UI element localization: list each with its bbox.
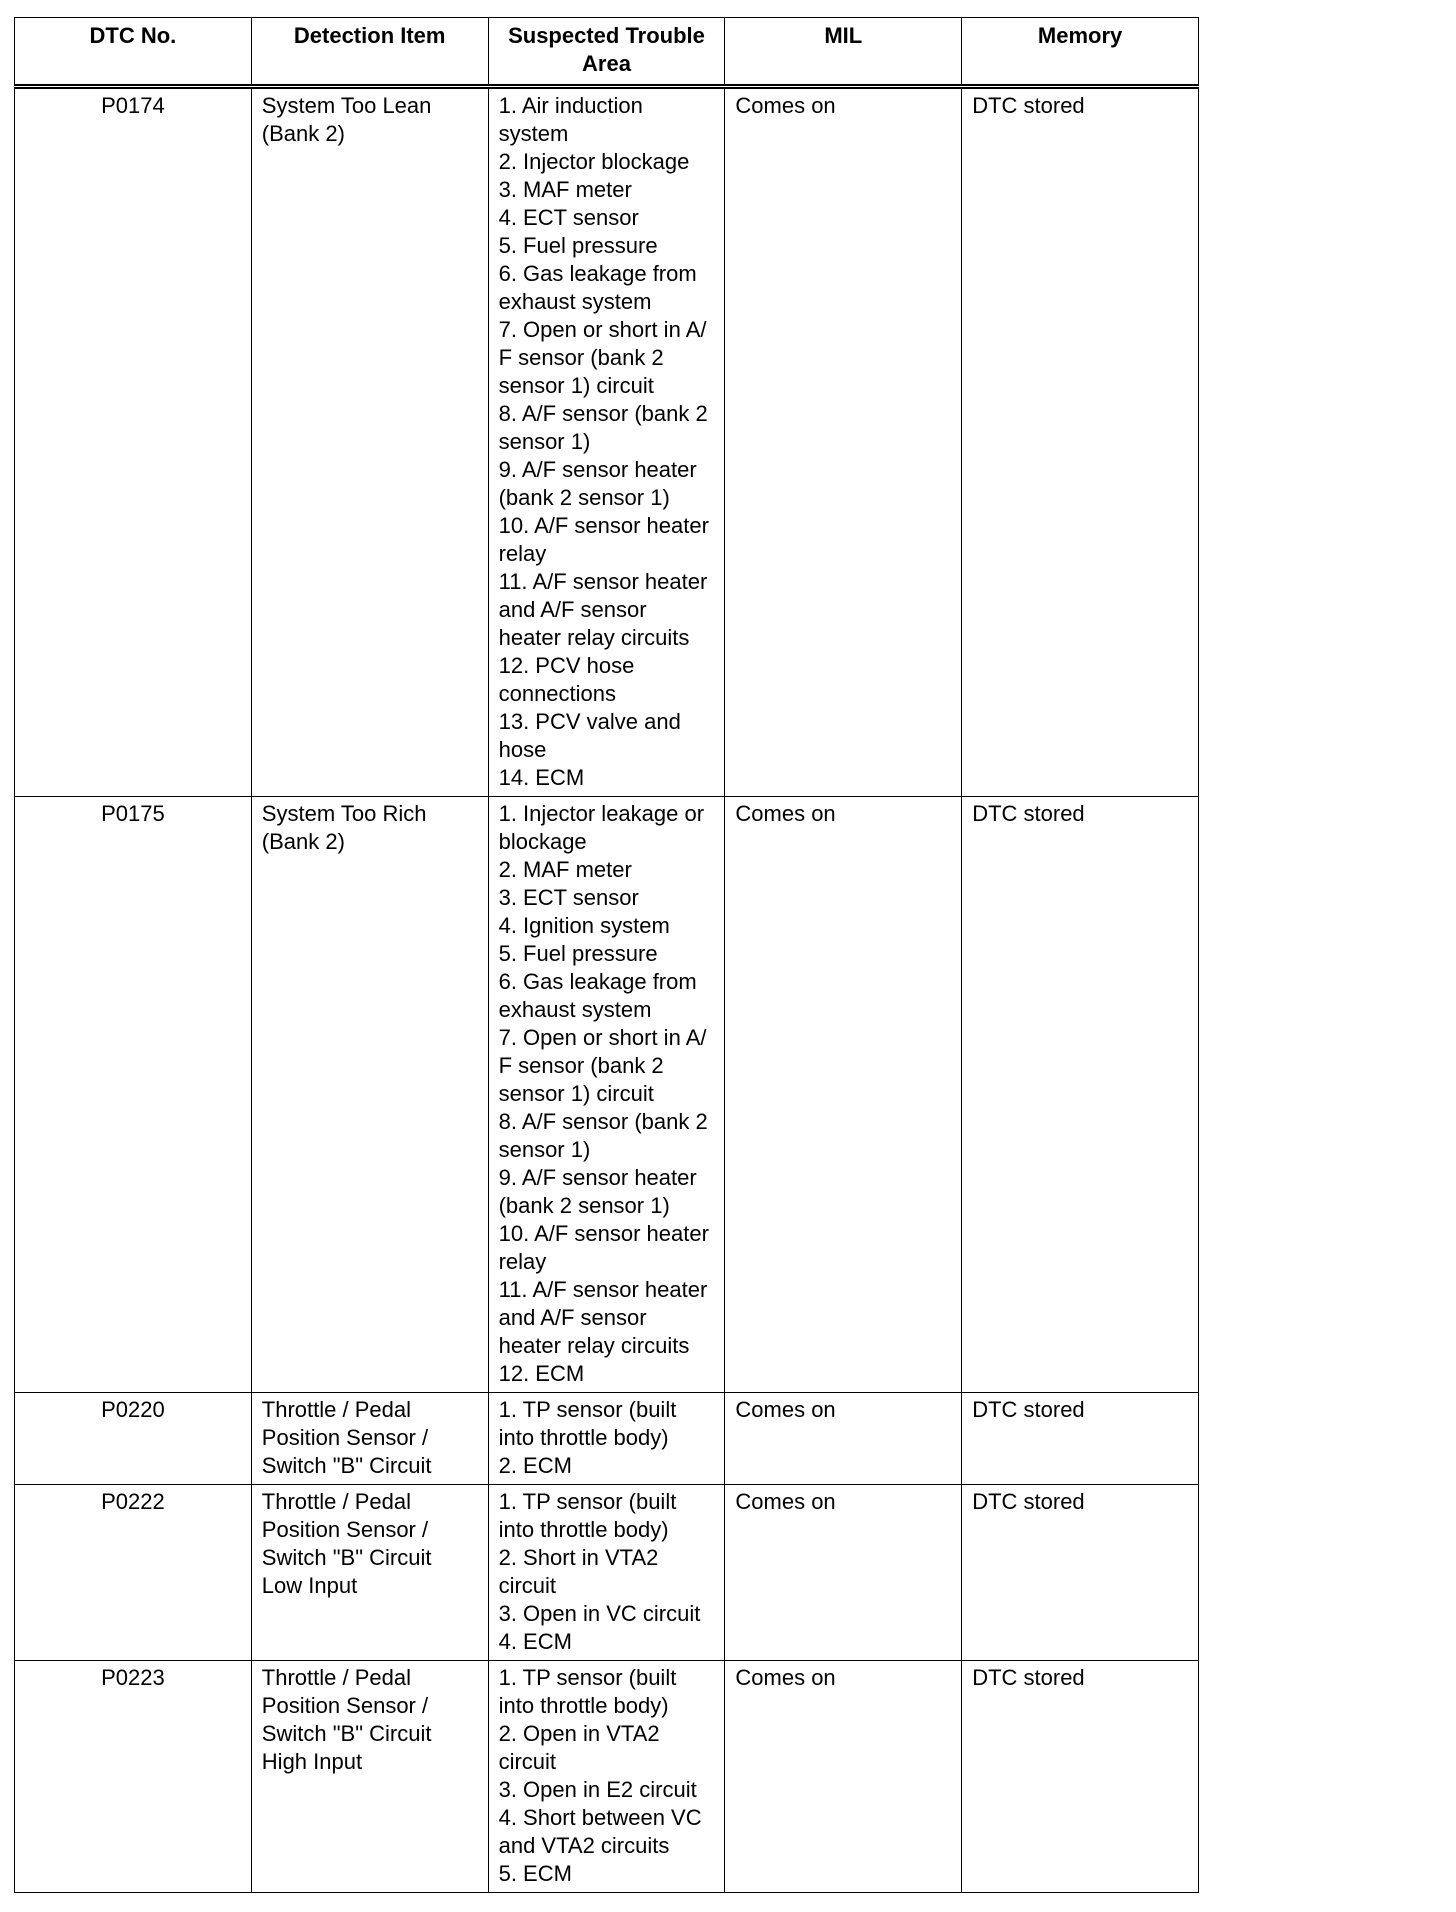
- header-detection-item: Detection Item: [251, 18, 488, 87]
- suspected-area-line: 11. A/F sensor heater: [498, 569, 708, 594]
- detection-item-line: Switch "B" Circuit: [261, 1453, 432, 1478]
- suspected-area-line: 1. Air induction: [498, 93, 643, 118]
- suspected-area-line: F sensor (bank 2: [498, 1053, 664, 1078]
- dtc-code-cell: P0174: [15, 87, 252, 797]
- header-mil: MIL: [725, 18, 962, 87]
- detection-item-line: (Bank 2): [261, 829, 345, 854]
- detection-item-line: Position Sensor /: [261, 1693, 429, 1718]
- suspected-area-line: 3. ECT sensor: [498, 885, 639, 910]
- table-row: [15, 1661, 1199, 1893]
- suspected-area-line: 4. Short between VC: [498, 1805, 702, 1830]
- suspected-area-line: 10. A/F sensor heater: [498, 1221, 709, 1246]
- suspected-area-line: 12. ECM: [498, 1361, 585, 1386]
- suspected-area-line: 2. MAF meter: [498, 857, 632, 882]
- suspected-area-line: 9. A/F sensor heater: [498, 1165, 697, 1190]
- suspected-area-line: 2. Injector blockage: [498, 149, 690, 174]
- suspected-area-line: 1. TP sensor (built: [498, 1665, 677, 1690]
- dtc-table: [14, 17, 1199, 1893]
- detection-item-line: Position Sensor /: [261, 1517, 429, 1542]
- suspected-area-line: 2. ECM: [498, 1453, 572, 1478]
- detection-item-line: Low Input: [261, 1573, 358, 1598]
- suspected-area-line: and A/F sensor: [498, 1305, 647, 1330]
- table-header-row: [15, 18, 1199, 87]
- suspected-area-line: hose: [498, 737, 547, 762]
- suspected-area-line: 8. A/F sensor (bank 2: [498, 401, 708, 426]
- suspected-area-line: exhaust system: [498, 997, 652, 1022]
- table-row: [15, 1393, 1199, 1485]
- suspected-area-line: relay: [498, 541, 547, 566]
- mil-cell: Comes on: [725, 1485, 962, 1661]
- suspected-area-cell: [488, 1485, 725, 1661]
- detection-item-cell: [251, 797, 488, 1393]
- memory-cell: DTC stored: [962, 1393, 1199, 1485]
- detection-item-cell: [251, 1393, 488, 1485]
- suspected-area-line: 9. A/F sensor heater: [498, 457, 697, 482]
- detection-item-cell: [251, 87, 488, 797]
- suspected-area-line: blockage: [498, 829, 587, 854]
- suspected-area-line: 4. Ignition system: [498, 913, 670, 938]
- suspected-area-line: sensor 1): [498, 429, 591, 454]
- memory-cell: DTC stored: [962, 797, 1199, 1393]
- suspected-area-line: 3. Open in E2 circuit: [498, 1777, 697, 1802]
- suspected-area-line: connections: [498, 681, 617, 706]
- suspected-area-line: 12. PCV hose: [498, 653, 635, 678]
- suspected-area-line: F sensor (bank 2: [498, 345, 664, 370]
- detection-item-line: System Too Rich: [261, 801, 427, 826]
- suspected-area-line: 2. Short in VTA2: [498, 1545, 659, 1570]
- header-suspected-trouble-area: Suspected Trouble Area: [488, 18, 725, 87]
- suspected-area-line: system: [498, 121, 569, 146]
- suspected-area-line: 11. A/F sensor heater: [498, 1277, 708, 1302]
- header-dtc-no: DTC No.: [15, 18, 252, 87]
- memory-cell: DTC stored: [962, 87, 1199, 797]
- suspected-area-line: 6. Gas leakage from: [498, 261, 697, 286]
- suspected-area-line: heater relay circuits: [498, 625, 690, 650]
- table-row: [15, 797, 1199, 1393]
- suspected-area-line: exhaust system: [498, 289, 652, 314]
- suspected-area-line: 2. Open in VTA2: [498, 1721, 660, 1746]
- memory-cell: DTC stored: [962, 1485, 1199, 1661]
- suspected-area-line: into throttle body): [498, 1517, 669, 1542]
- table-row: [15, 1485, 1199, 1661]
- suspected-area-line: circuit: [498, 1573, 557, 1598]
- suspected-area-line: 4. ECT sensor: [498, 205, 639, 230]
- suspected-area-line: and VTA2 circuits: [498, 1833, 670, 1858]
- detection-item-cell: [251, 1485, 488, 1661]
- suspected-area-line: 10. A/F sensor heater: [498, 513, 709, 538]
- suspected-area-cell: [488, 1393, 725, 1485]
- mil-cell: Comes on: [725, 1661, 962, 1893]
- detection-item-line: System Too Lean: [261, 93, 432, 118]
- suspected-area-line: sensor 1): [498, 1137, 591, 1162]
- memory-cell: DTC stored: [962, 1661, 1199, 1893]
- suspected-area-line: 8. A/F sensor (bank 2: [498, 1109, 708, 1134]
- suspected-area-cell: [488, 797, 725, 1393]
- suspected-area-line: 13. PCV valve and: [498, 709, 681, 734]
- suspected-area-line: 1. TP sensor (built: [498, 1489, 677, 1514]
- dtc-code-cell: P0222: [15, 1485, 252, 1661]
- suspected-area-line: 5. Fuel pressure: [498, 233, 658, 258]
- suspected-area-line: into throttle body): [498, 1693, 669, 1718]
- suspected-area-line: (bank 2 sensor 1): [498, 1193, 670, 1218]
- suspected-area-line: sensor 1) circuit: [498, 373, 654, 398]
- suspected-area-line: circuit: [498, 1749, 557, 1774]
- detection-item-line: Position Sensor /: [261, 1425, 429, 1450]
- suspected-area-line: 4. ECM: [498, 1629, 572, 1654]
- dtc-code-cell: P0220: [15, 1393, 252, 1485]
- suspected-area-cell: [488, 87, 725, 797]
- dtc-code-cell: P0175: [15, 797, 252, 1393]
- table-body: [15, 87, 1199, 1893]
- suspected-area-line: heater relay circuits: [498, 1333, 690, 1358]
- suspected-area-line: 5. ECM: [498, 1861, 572, 1886]
- header-memory: Memory: [962, 18, 1199, 87]
- suspected-area-line: 1. Injector leakage or: [498, 801, 705, 826]
- mil-cell: Comes on: [725, 797, 962, 1393]
- suspected-area-line: 1. TP sensor (built: [498, 1397, 677, 1422]
- suspected-area-line: 6. Gas leakage from: [498, 969, 697, 994]
- suspected-area-line: 3. Open in VC circuit: [498, 1601, 701, 1626]
- suspected-area-line: (bank 2 sensor 1): [498, 485, 670, 510]
- table-row: [15, 87, 1199, 797]
- suspected-area-line: into throttle body): [498, 1425, 669, 1450]
- dtc-code-cell: P0223: [15, 1661, 252, 1893]
- mil-cell: Comes on: [725, 1393, 962, 1485]
- detection-item-line: Throttle / Pedal: [261, 1489, 411, 1514]
- detection-item-line: Switch "B" Circuit: [261, 1721, 432, 1746]
- suspected-area-line: 14. ECM: [498, 765, 585, 790]
- detection-item-line: High Input: [261, 1749, 363, 1774]
- detection-item-line: Throttle / Pedal: [261, 1665, 411, 1690]
- suspected-area-line: 3. MAF meter: [498, 177, 632, 202]
- detection-item-line: Switch "B" Circuit: [261, 1545, 432, 1570]
- mil-cell: Comes on: [725, 87, 962, 797]
- detection-item-line: (Bank 2): [261, 121, 345, 146]
- suspected-area-line: and A/F sensor: [498, 597, 647, 622]
- suspected-area-line: 7. Open or short in A/: [498, 317, 707, 342]
- suspected-area-line: relay: [498, 1249, 547, 1274]
- suspected-area-line: sensor 1) circuit: [498, 1081, 654, 1106]
- suspected-area-line: 7. Open or short in A/: [498, 1025, 707, 1050]
- suspected-area-line: 5. Fuel pressure: [498, 941, 658, 966]
- suspected-area-cell: [488, 1661, 725, 1893]
- detection-item-cell: [251, 1661, 488, 1893]
- detection-item-line: Throttle / Pedal: [261, 1397, 411, 1422]
